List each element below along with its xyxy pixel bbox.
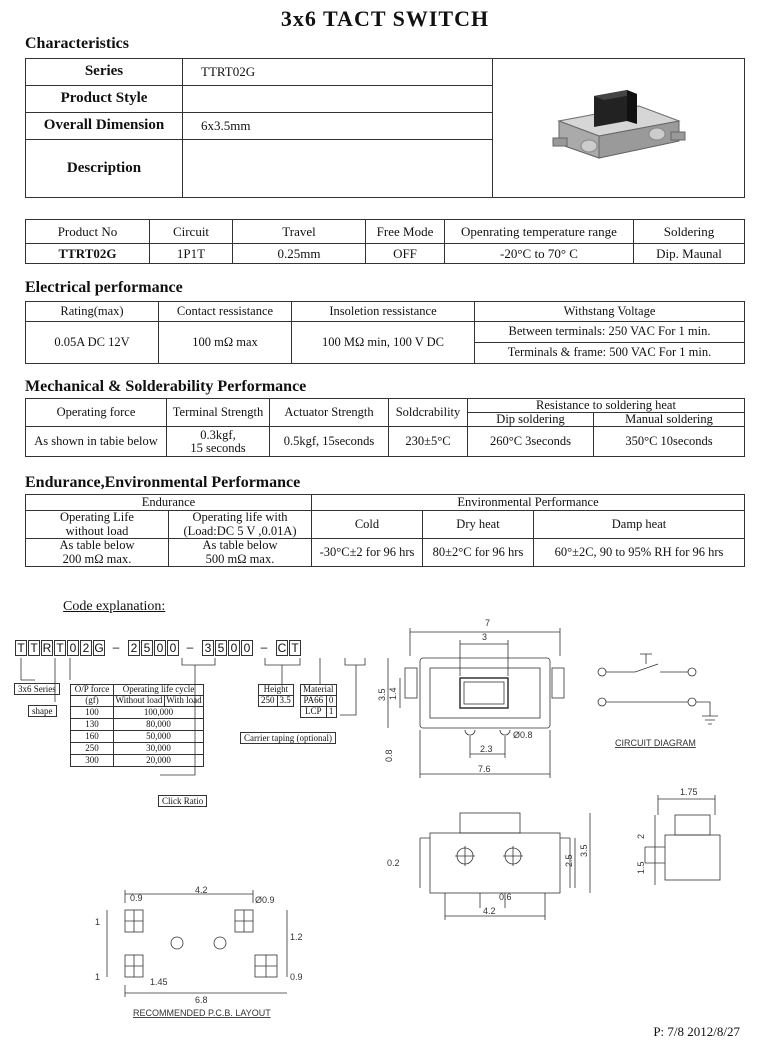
cell: 0 (326, 696, 336, 707)
code-char: C (277, 641, 287, 655)
cell: -20°C to 70° C (445, 244, 634, 264)
header-cell: Rating(max) (26, 302, 159, 322)
page-footer: P: 7/8 2012/8/27 (653, 1024, 740, 1039)
cell-line: 200 mΩ max. (62, 551, 132, 566)
header-cell: Insoletion ressistance (292, 302, 475, 322)
height-table (258, 684, 294, 707)
electrical-table (25, 301, 745, 364)
endurance-table (25, 494, 745, 567)
dim-label: 0.9 (290, 972, 303, 982)
circuit-label: CIRCUIT DIAGRAM (615, 738, 696, 748)
header-cell (169, 511, 312, 539)
cell: As shown in tabie below (26, 427, 167, 457)
code-char: 2 (128, 640, 140, 656)
header-cell: Free Mode (366, 220, 445, 244)
dim-label: 1 (95, 972, 101, 982)
code-char: 5 (141, 640, 153, 656)
header-cell: Product No (26, 220, 150, 244)
cell: 3.5 (277, 696, 293, 707)
cell: 1P1T (150, 244, 233, 264)
cell: 100,000 (114, 707, 204, 719)
electrical-heading: Electrical performance (25, 279, 183, 296)
header-cell: Dip soldering (468, 413, 594, 427)
code-char: T (28, 640, 40, 656)
char-label: Overall Dimension (26, 113, 183, 140)
dim-label: 2.3 (480, 744, 493, 754)
cell: 0.05A DC 12V (26, 322, 159, 364)
cell: 0.5kgf, 15seconds (270, 427, 389, 457)
cell: 250 (259, 696, 278, 707)
side-view-drawing (620, 785, 735, 895)
header-cell: Terminal Strength (167, 399, 270, 427)
endurance-heading: Endurance,Environmental Performance (25, 474, 301, 491)
code-char: 0 (228, 640, 240, 656)
dim-label: 7 (485, 618, 491, 628)
page-title: 3x6 TACT SWITCH (280, 6, 490, 31)
cell: Dip. Maunal (634, 244, 745, 264)
header-cell: (gf) (71, 696, 114, 707)
dim-label: 1.4 (388, 687, 398, 700)
char-value: TTRT02G (183, 59, 493, 86)
cell: 1 (326, 707, 336, 718)
cell: 100 MΩ min, 100 V DC (292, 322, 475, 364)
code-char: R (42, 641, 52, 655)
cell: LCP (301, 707, 327, 718)
cell: 20,000 (114, 755, 204, 767)
code-char: 0 (154, 640, 166, 656)
material-table (300, 684, 337, 718)
cell: 230±5°C (389, 427, 468, 457)
carrier-label: Carrier taping (optional) (240, 732, 336, 744)
header-cell: Contact ressistance (159, 302, 292, 322)
cell-line: Operating life with (192, 510, 288, 525)
char-label: Product Style (26, 86, 183, 113)
header-cell: Soldcrability (389, 399, 468, 427)
cell: 50,000 (114, 731, 204, 743)
header-cell: With load (166, 695, 202, 706)
header-cell: Actuator Strength (270, 399, 389, 427)
code-char: T (289, 640, 301, 656)
header-cell: Resistance to soldering heat (468, 399, 745, 413)
cell: 60°±2C, 90 to 95% RH for 96 hrs (534, 539, 745, 567)
code-heading: Code explanation: (63, 599, 166, 614)
code-char: T (15, 640, 27, 656)
product-image (493, 59, 745, 198)
header-cell: Operating force (26, 399, 167, 427)
header-cell: Without load (114, 696, 165, 707)
top-view-drawing (377, 608, 580, 788)
cell: 30,000 (114, 743, 204, 755)
cell-line: 0.3kgf, (200, 427, 236, 442)
header-cell: Material (301, 685, 337, 696)
cell (169, 539, 312, 567)
code-char: – (112, 640, 120, 654)
dim-label: 1.5 (636, 861, 646, 874)
dim-label: 2.5 (564, 854, 574, 867)
dim-label: 4.2 (483, 906, 496, 916)
header-cell: Soldering (634, 220, 745, 244)
header-cell: Manual soldering (594, 413, 745, 427)
circuit-diagram (590, 650, 740, 750)
header-cell: Openrating temperature range (445, 220, 634, 244)
code-char: 0 (167, 640, 179, 656)
dim-label: 3 (482, 632, 488, 642)
code-char: 0 (67, 640, 79, 656)
pcb-label: RECOMMENDED P.C.B. LAYOUT (133, 1008, 271, 1018)
dim-label: 3.5 (579, 844, 589, 857)
characteristics-heading: Characteristics (25, 35, 129, 52)
dim-label: 2 (636, 833, 646, 839)
cell: -30°C±2 for 96 hrs (312, 539, 423, 567)
shape-label: shape (28, 705, 57, 717)
cell: 350°C 10seconds (594, 427, 745, 457)
code-char: T (54, 640, 66, 656)
pcb-layout-drawing (95, 885, 320, 1020)
dim-label: 0.8 (384, 749, 394, 762)
header-cell: Endurance (26, 495, 312, 511)
header-cell: Withstang Voltage (475, 302, 745, 322)
mechanical-heading: Mechanical & Solderability Performance (25, 378, 307, 395)
char-label: Description (26, 140, 183, 198)
product-no: TTRT02G (26, 244, 150, 264)
cell-line: As table below (59, 538, 135, 553)
header-cell: Environmental Performance (312, 495, 745, 511)
code-char: 0 (241, 640, 253, 656)
cell: 160 (71, 731, 114, 743)
product-table (25, 219, 745, 264)
cell: 130 (71, 719, 114, 731)
series-label: 3x6 Series (14, 683, 60, 695)
header-cell: Cold (312, 511, 423, 539)
cell: PA66 (301, 696, 327, 707)
dim-label: 1.75 (680, 787, 698, 797)
cell: 100 (71, 707, 114, 719)
dim-label: 7.6 (478, 764, 491, 774)
header-cell: O/P force (71, 685, 114, 696)
cell: 250 (71, 743, 114, 755)
char-value (183, 140, 493, 198)
code-char: 5 (215, 640, 227, 656)
dim-label: 3.5 (377, 688, 387, 701)
cell: 260°C 3seconds (468, 427, 594, 457)
front-view-drawing (385, 808, 600, 923)
cell: 300 (71, 755, 114, 767)
header-cell (26, 511, 169, 539)
cell: OFF (366, 244, 445, 264)
cell: 0.25mm (233, 244, 366, 264)
dim-label: Ø0.9 (255, 895, 275, 905)
dim-label: 0.6 (499, 892, 512, 902)
cell-line: (Load:DC 5 V ,0.01A) (183, 523, 297, 538)
header-cell: Travel (233, 220, 366, 244)
cell (26, 539, 169, 567)
code-char: 2 (80, 640, 92, 656)
cell: Terminals & frame: 500 VAC For 1 min. (475, 343, 745, 364)
switch-3d-icon (539, 66, 699, 186)
cell: Between terminals: 250 VAC For 1 min. (475, 322, 745, 343)
code-char: – (260, 640, 268, 654)
char-value: 6x3.5mm (183, 113, 493, 140)
header-cell: Height (259, 685, 294, 696)
dim-label: 1.2 (290, 932, 303, 942)
cell: 80,000 (114, 719, 204, 731)
dim-label: 0.2 (387, 858, 400, 868)
click-ratio-label: Click Ratio (158, 795, 207, 807)
char-label: Series (26, 59, 183, 86)
cell-line: As table below (202, 538, 278, 553)
code-char: G (94, 641, 104, 655)
op-force-table (70, 684, 204, 767)
cell-line: without load (65, 523, 129, 538)
dim-label: 6.8 (195, 995, 208, 1005)
header-cell: Operating life cycle (114, 685, 204, 696)
mechanical-table (25, 398, 745, 457)
cell-line: 15 seconds (190, 440, 246, 455)
cell-line: 500 mΩ max. (205, 551, 275, 566)
code-char: – (186, 640, 194, 654)
char-value (183, 86, 493, 113)
header-cell: Dry heat (423, 511, 534, 539)
code-char: 3 (202, 640, 214, 656)
cell (167, 427, 270, 457)
cell-line: Operating Life (60, 510, 134, 525)
dim-label: 0.9 (130, 893, 143, 903)
cell: 100 mΩ max (159, 322, 292, 364)
header-cell: Damp heat (534, 511, 745, 539)
dim-label: 1 (95, 917, 101, 927)
cell: 80±2°C for 96 hrs (423, 539, 534, 567)
header-cell: Circuit (150, 220, 233, 244)
dim-label: 4.2 (195, 885, 208, 895)
characteristics-table (25, 58, 745, 198)
dim-label: 1.45 (150, 977, 168, 987)
dim-label: Ø0.8 (513, 730, 533, 740)
